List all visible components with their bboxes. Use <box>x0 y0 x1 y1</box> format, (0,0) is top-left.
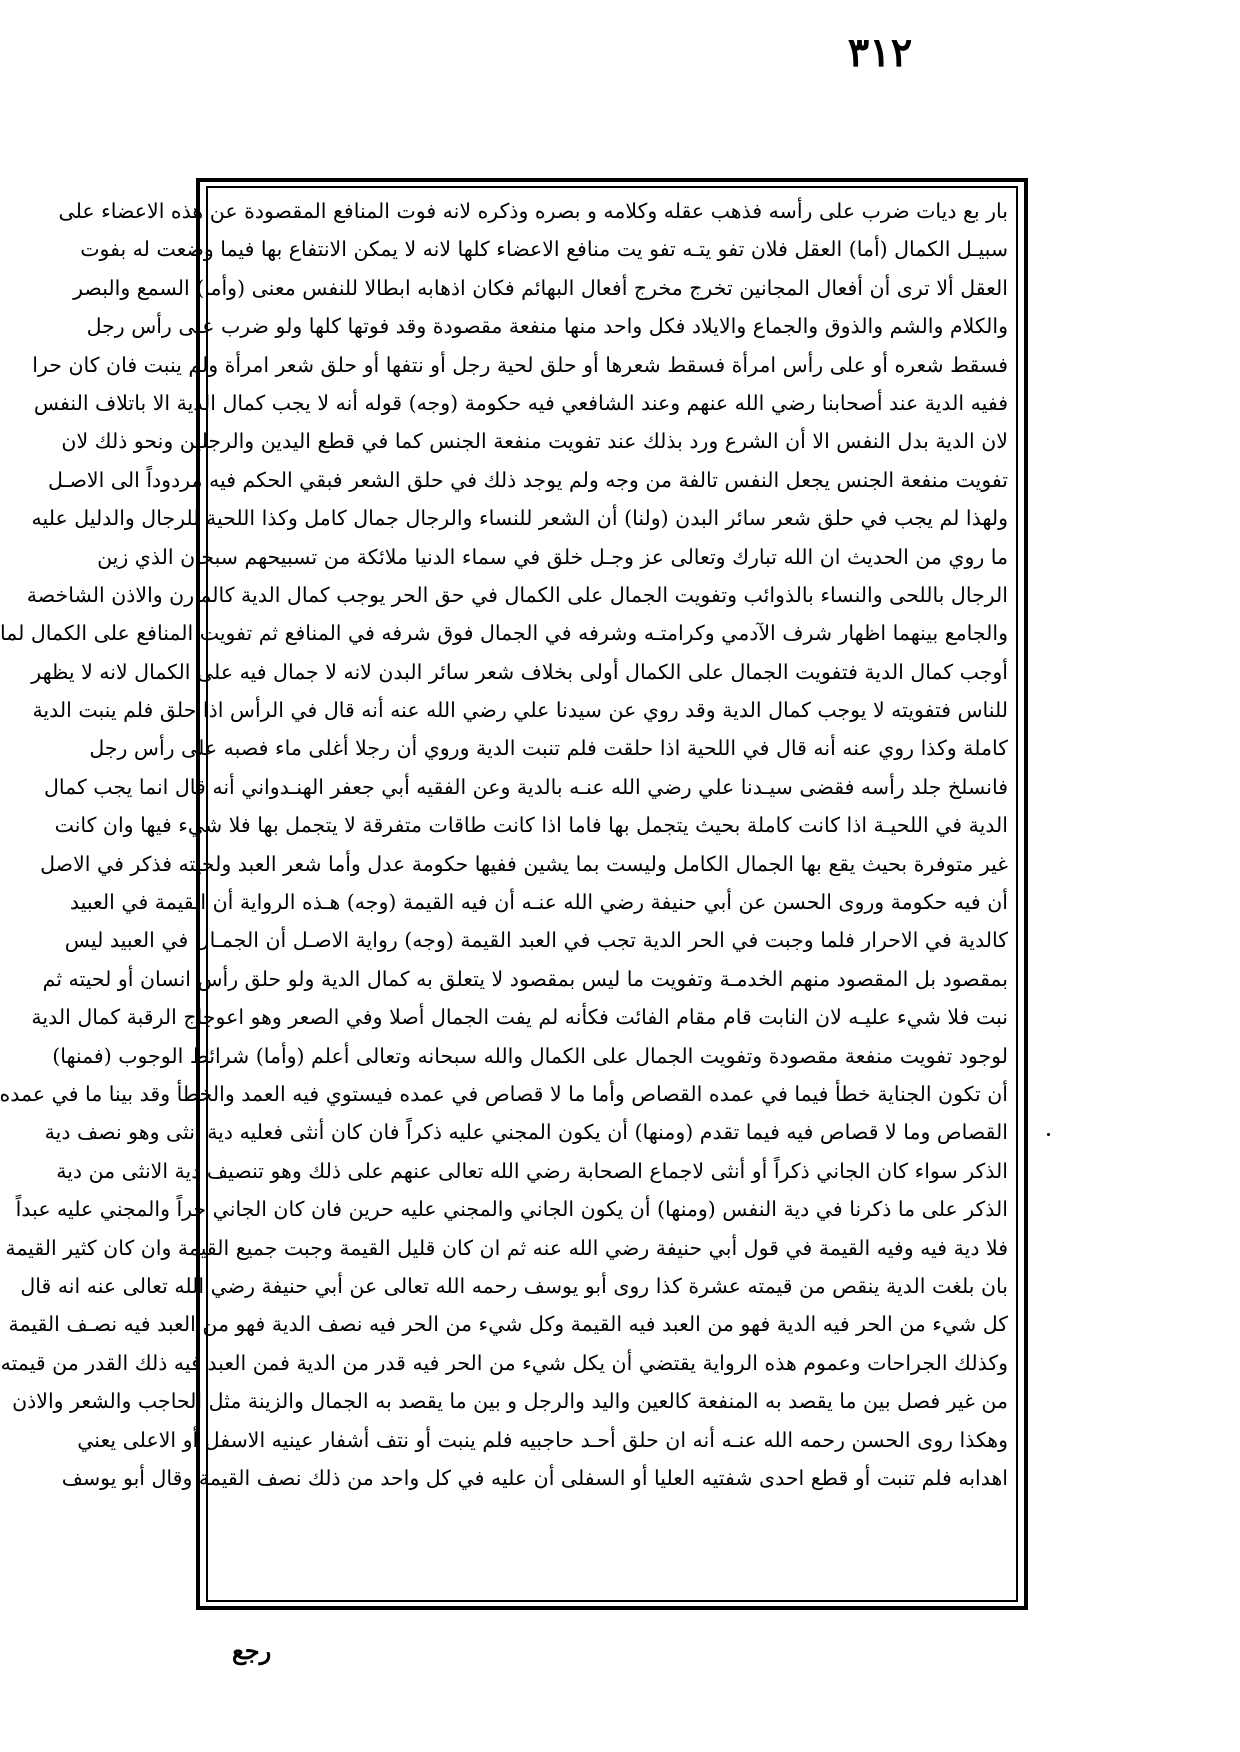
text-line: القصاص وما لا قصاص فيه فيما تقدم (ومنها) أن يكون المجني عليه ذكراً فان كان أنثى فعليه دية أنثى وهو نصف دية <box>44 1120 1008 1145</box>
text-line: ففيه الدية عند أصحابنا رضي الله عنهم وعند الشافعي فيه حكومة (وجه) قوله أنه لا يجب كمال الدية الا باتلاف النفس <box>33 390 1008 415</box>
text-line: لوجود تفويت منفعة مقصودة وتفويت الجمال على الكمال والله سبحانه وتعالى أعلم (وأما) شرائط الوجوب (فمنها) <box>52 1043 1008 1068</box>
text-line: اهدابه فلم تنبت أو قطع احدى شفتيه العليا أو السفلى أن عليه في كل واحد من ذلك نصف القيمة وقال أبو يوسف <box>61 1465 1008 1490</box>
text-line: فانسلخ جلد رأسه فقضى سيـدنا علي رضي الله عنـه بالدية وعن الفقيه أبي جعفر الهنـدواني أنه قال انما يجب كمال <box>44 774 1008 799</box>
text-line: لان الدية بدل النفس الا أن الشرع ورد بذلك عند تفويت منفعة الجنس كما في قطع اليدين والرجلين ونحو ذلك لان <box>61 429 1008 454</box>
text-line: والكلام والشم والذوق والجماع والايلاد فكل واحد منها منفعة مقصودة وقد فوتها كلها ولو ضرب على رأس رجل <box>86 314 1008 339</box>
text-line: الرجال باللحى والنساء بالذوائب وتفويت الجمال على الكمال في حق الحر يوجب كمال الدية كالمارن والاذن الشاخصة <box>26 582 1008 607</box>
text-line: العقل ألا ترى أن أفعال المجانين تخرج مخرج أفعال البهائم فكان اذهابه ابطالا للنفس معنى (وأما) السمع والبصر <box>73 275 1008 300</box>
text-line: والجامع بينهما اظهار شرف الآدمي وكرامتـه وشرفه في الجمال فوق شرفه في المنافع ثم تفويت المنافع على الكمال لما <box>0 621 1008 646</box>
text-line: فلا دية فيه وفيه القيمة في قول أبي حنيفة رضي الله عنه ثم ان كان قليل القيمة وجبت جميع القيمة وان كان كثير القيمة <box>5 1235 1008 1260</box>
text-line: الدية في اللحيـة اذا كانت كاملة بحيث يتجمل بها فاما اذا كانت طاقات متفرقة لا يتجمل بها فلا شيء فيها وان كانت <box>54 813 1008 838</box>
text-line: أن فيه حكومة وروى الحسن عن أبي حنيفة رضي الله عنـه أن فيه القيمة (وجه) هـذه الرواية أن القيمة في العبيد <box>69 890 1008 915</box>
main-text-body <box>0 192 1008 1596</box>
text-line: سبيـل الكمال (أما) العقل فلان تفو يتـه تفو يت منافع الاعضاء كلها لانه لا يمكن الانتفاع بها فيما وضعت له بفوت <box>80 237 1008 262</box>
text-line: وكذلك الجراحات وعموم هذه الرواية يقتضي أن يكل شيء من الحر فيه قدر من الدية فمن العبد فيه ذلك القدر من قيمته <box>0 1350 1008 1375</box>
text-line: فسقط شعره أو على رأس امرأة فسقط شعرها أو حلق لحية رجل أو نتفها أو حلق شعر امرأة ولم ينبت فان كان حرا <box>32 352 1008 377</box>
text-line: وهكذا روى الحسن رحمه الله عنـه أنه ان حلق أحـد حاجبيه فلم ينبت أو نتف أشفار عينيه الاسفل أو الاعلى يعني <box>77 1427 1008 1452</box>
text-line: كل شيء من الحر فيه الدية فهو من العبد فيه القيمة وكل شيء من الحر فيه نصف الدية فهو من العبد فيه نصـف القيمة <box>8 1312 1008 1337</box>
text-line: الذكر سواء كان الجاني ذكراً أو أنثى لاجماع الصحابة رضي الله تعالى عنهم على ذلك وهو تنصيف دية الانثى من دية <box>56 1158 1008 1183</box>
text-line: غير متوفرة بحيث يقع بها الجمال الكامل وليست بما يشين ففيها حكومة عدل وأما شعر العبد ولحيته فذكر في الاصل <box>40 851 1008 876</box>
text-line: نبت فلا شيء عليـه لان النابت قام مقام الفائت فكأنه لم يفت الجمال أصلا وفي الصعر وهو اعوجاج الرقبة كمال الدية <box>31 1005 1008 1030</box>
text-line: أوجب كمال الدية فتفويت الجمال على الكمال أولى بخلاف شعر سائر البدن لانه لا جمال فيه على الكمال لانه لا يظهر <box>31 659 1008 684</box>
text-line: من غير فصل بين ما يقصد به المنفعة كالعين واليد والرجل و بين ما يقصد به الجمال والزينة مثل الحاجب والشعر والاذن <box>12 1389 1008 1414</box>
text-line: بمقصود بل المقصود منهم الخدمـة وتفويت ما ليس بمقصود لا يتعلق به كمال الدية ولو حلق رأس انسان أو لحيته ثم <box>42 966 1008 991</box>
text-line: ولهذا لم يجب في حلق شعر سائر البدن (ولنا) أن الشعر للنساء والرجال جمال كامل وكذا اللحية للرجال والدليل عليه <box>31 506 1008 531</box>
text-line: تفويت منفعة الجنس يجعل النفس تالفة من وجه ولم يوجد ذلك في حلق الشعر فبقي الحكم فيه مردوداً الى الاصـل <box>47 467 1008 492</box>
text-line: للناس فتفويته لا يوجب كمال الدية وقد روي عن سيدنا علي رضي الله عنه أنه قال في الرأس اذا حلق فلم ينبت الدية <box>32 698 1008 723</box>
text-line: بان بلغت الدية ينقص من قيمته عشرة كذا روى أبو يوسف رحمه الله تعالى عن أبي حنيفة رضي الله تعالى عنه انه قال <box>20 1273 1008 1298</box>
catchword: رجع <box>232 1636 272 1665</box>
text-line: أن تكون الجناية خطأ فيما في عمده القصاص وأما ما لا قصاص في عمده فيستوي فيه العمد والخطأ وقد بينا ما في عمده <box>0 1081 1008 1106</box>
text-line: ما روي من الحديث ان الله تبارك وتعالى عز وجـل خلق في سماء الدنيا ملائكة من تسبيحهم سبحان الذي زين <box>97 544 1008 569</box>
text-line: الذكر على ما ذكرنا في دية النفس (ومنها) أن يكون الجاني والمجني عليه حرين فان كان الجاني حراً والمجني عليه عبداً <box>15 1197 1008 1222</box>
text-line: كاملة وكذا روي عنه أنه قال في اللحية اذا حلقت فلم تنبت الدية وروي أن رجلا أغلى ماء فصبه على رأس رجل <box>89 736 1008 761</box>
margin-dot <box>1047 1133 1050 1136</box>
page-number: ٣١٢ <box>847 29 913 76</box>
text-line: كالدية في الاحرار فلما وجبت في الحر الدية تجب في العبد القيمة (وجه) رواية الاصـل أن الجمـال في العبيد ليس <box>64 928 1008 953</box>
text-line: بار بع ديات ضرب على رأسه فذهب عقله وكلامه و بصره وذكره لانه فوت المنافع المقصودة عن هذه الاعضاء على <box>58 199 1008 223</box>
